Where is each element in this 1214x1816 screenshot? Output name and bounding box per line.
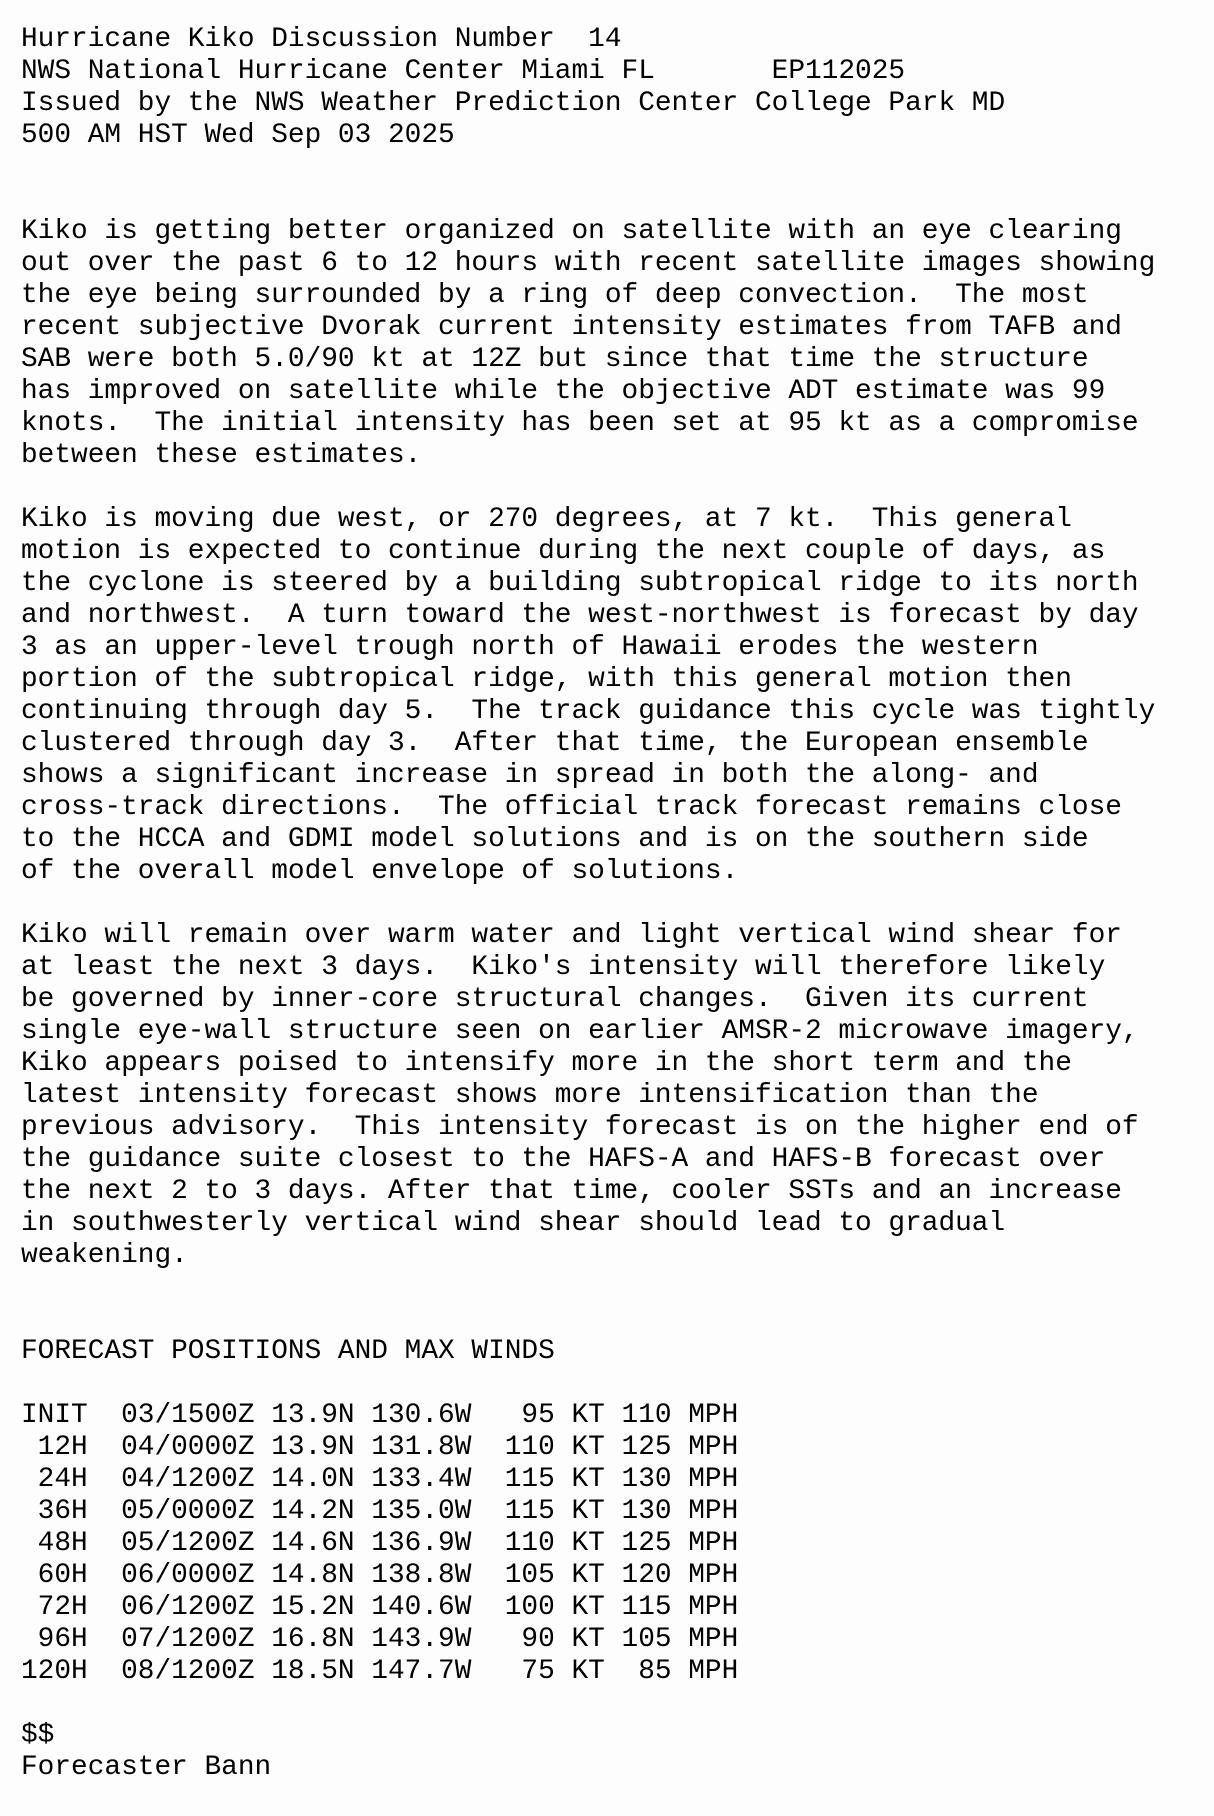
forecast-row: 60H 06/0000Z 14.8N 138.8W 105 KT 120 MPH <box>21 1560 739 1591</box>
paragraph-2-line: cross-track directions. The official track forecast remains close <box>21 792 1122 823</box>
forecast-title: FORECAST POSITIONS AND MAX WINDS <box>21 1336 555 1367</box>
paragraph-1-line: Kiko is getting better organized on satellite with an eye clearing <box>21 216 1122 247</box>
issue-time: 500 AM HST Wed Sep 03 2025 <box>21 120 455 151</box>
forecast-row: INIT 03/1500Z 13.9N 130.6W 95 KT 110 MPH <box>21 1400 739 1431</box>
paragraph-2-line: and northwest. A turn toward the west-northwest is forecast by day <box>21 600 1139 631</box>
paragraph-1-line: recent subjective Dvorak current intensity estimates from TAFB and <box>21 312 1122 343</box>
paragraph-2-line: shows a significant increase in spread in both the along- and <box>21 760 1039 791</box>
paragraph-3-line: the guidance suite closest to the HAFS-A and HAFS-B forecast over <box>21 1144 1106 1175</box>
paragraph-3-line: at least the next 3 days. Kiko's intensity will therefore likely <box>21 952 1106 983</box>
paragraph-3-line: be governed by inner-core structural changes. Given its current <box>21 984 1089 1015</box>
blank-line <box>21 1304 1206 1336</box>
paragraph-2-line: Kiko is moving due west, or 270 degrees, at 7 kt. This general <box>21 504 1072 535</box>
paragraph-2-line: motion is expected to continue during the next couple of days, as <box>21 536 1106 567</box>
paragraph-2-line: the cyclone is steered by a building subtropical ridge to its north <box>21 568 1139 599</box>
forecast-row: 24H 04/1200Z 14.0N 133.4W 115 KT 130 MPH <box>21 1464 739 1495</box>
blank-line <box>21 152 1206 184</box>
forecast-row: 96H 07/1200Z 16.8N 143.9W 90 KT 105 MPH <box>21 1624 739 1655</box>
paragraph-1-line: out over the past 6 to 12 hours with recent satellite images showing <box>21 248 1156 279</box>
paragraph-3-line: previous advisory. This intensity forecast is on the higher end of <box>21 1112 1139 1143</box>
paragraph-3-line: the next 2 to 3 days. After that time, cooler SSTs and an increase <box>21 1176 1122 1207</box>
paragraph-3-line: Kiko will remain over warm water and light vertical wind shear for <box>21 920 1122 951</box>
discussion-document <box>21 24 1206 1784</box>
end-marker: $$ <box>21 1720 55 1751</box>
paragraph-2-line: 3 as an upper-level trough north of Hawaii erodes the western <box>21 632 1039 663</box>
paragraph-3-line: Kiko appears poised to intensify more in the short term and the <box>21 1048 1072 1079</box>
discussion-title: Hurricane Kiko Discussion Number 14 <box>21 24 622 55</box>
paragraph-1-line: has improved on satellite while the objective ADT estimate was 99 <box>21 376 1106 407</box>
blank-line <box>21 1272 1206 1304</box>
paragraph-2-line: portion of the subtropical ridge, with this general motion then <box>21 664 1072 695</box>
forecast-row: 12H 04/0000Z 13.9N 131.8W 110 KT 125 MPH <box>21 1432 739 1463</box>
blank-line <box>21 1688 1206 1720</box>
paragraph-1-line: SAB were both 5.0/90 kt at 12Z but since that time the structure <box>21 344 1089 375</box>
forecast-row: 36H 05/0000Z 14.2N 135.0W 115 KT 130 MPH <box>21 1496 739 1527</box>
paragraph-2-line: of the overall model envelope of solutions. <box>21 856 739 887</box>
paragraph-1-line: knots. The initial intensity has been set at 95 kt as a compromise <box>21 408 1139 439</box>
forecast-row: 120H 08/1200Z 18.5N 147.7W 75 KT 85 MPH <box>21 1656 739 1687</box>
paragraph-3-line: single eye-wall structure seen on earlier AMSR-2 microwave imagery, <box>21 1016 1139 1047</box>
paragraph-3-line: latest intensity forecast shows more intensification than the <box>21 1080 1039 1111</box>
paragraph-1-line: between these estimates. <box>21 440 422 471</box>
paragraph-3-line: weakening. <box>21 1240 188 1271</box>
forecast-row: 72H 06/1200Z 15.2N 140.6W 100 KT 115 MPH <box>21 1592 739 1623</box>
paragraph-2-line: continuing through day 5. The track guidance this cycle was tightly <box>21 696 1156 727</box>
blank-line <box>21 1368 1206 1400</box>
paragraph-3-line: in southwesterly vertical wind shear should lead to gradual <box>21 1208 1006 1239</box>
issuing-office: NWS National Hurricane Center Miami FL EP112025 <box>21 56 906 87</box>
issued-by: Issued by the NWS Weather Prediction Center College Park MD <box>21 88 1006 119</box>
paragraph-2-line: clustered through day 3. After that time, the European ensemble <box>21 728 1089 759</box>
paragraph-1-line: the eye being surrounded by a ring of deep convection. The most <box>21 280 1089 311</box>
blank-line <box>21 472 1206 504</box>
forecaster-signature: Forecaster Bann <box>21 1752 272 1783</box>
paragraph-2-line: to the HCCA and GDMI model solutions and is on the southern side <box>21 824 1089 855</box>
blank-line <box>21 184 1206 216</box>
forecast-row: 48H 05/1200Z 14.6N 136.9W 110 KT 125 MPH <box>21 1528 739 1559</box>
blank-line <box>21 888 1206 920</box>
